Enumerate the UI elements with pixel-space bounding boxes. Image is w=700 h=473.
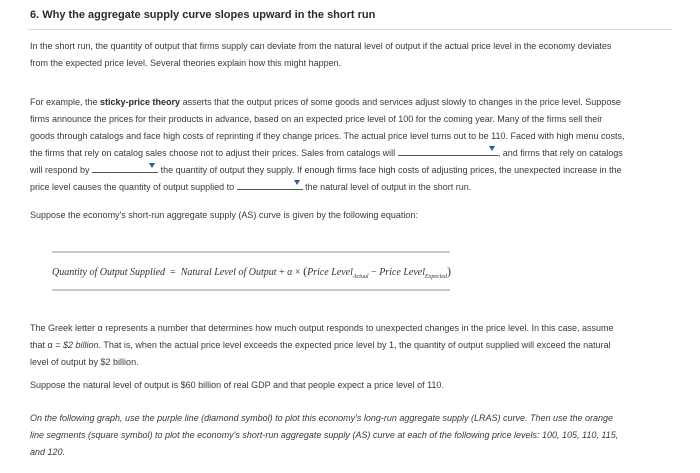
eq-natural-level: Natural Level of Output [180, 267, 277, 278]
eq-minus: − [371, 267, 377, 278]
sticky-line-6-pre: price level causes the quantity of output supplied to [30, 182, 235, 192]
greek-line-1: The Greek letter α represents a number that determines how much output responds to unexpected changes in the price level. In this case, assume [30, 323, 614, 333]
firms-respond-dropdown[interactable] [92, 162, 158, 173]
sticky-line-5-post: the quantity of output they supply. If enough firms face high costs of adjusting prices, the unexpected increase in the [160, 165, 622, 175]
graph-instr-line-2: line segments (square symbol) to plot the economy's short-run aggregate supply (AS) curve at each of the following price levels: 100, 105, 110, 115, [30, 430, 619, 440]
sticky-line-4-post: , and firms that rely on catalogs [497, 148, 623, 158]
graph-instructions [30, 410, 670, 461]
natural-level-text: Suppose the natural level of output is $60 billion of real GDP and that people expect a price level of 110. [30, 380, 444, 390]
graph-instr-line-3: and 120. [30, 447, 66, 457]
sticky-line-4 [30, 145, 670, 162]
eq-price-level-actual: Price Level [307, 267, 353, 278]
equation-text [52, 264, 451, 280]
eq-close-paren: ) [446, 264, 451, 278]
graph-instr-line-1: On the following graph, use the purple line (diamond symbol) to plot this economy's long-run aggregate supply (LRAS) curve. Then use the orange [30, 413, 614, 423]
sticky-line-5 [30, 162, 670, 179]
eq-price-level-expected: Price Level [379, 267, 425, 278]
sticky-line-1-pre: For example, the [30, 97, 101, 107]
eq-plus: + [279, 267, 285, 278]
chevron-down-icon [294, 180, 300, 185]
sticky-line-1-post: asserts that the output prices of some goods and services adjust slowly to changes in the price level. Suppose [180, 97, 621, 107]
sticky-line-6 [30, 179, 670, 196]
greek-line-2-pre: that α = [30, 340, 63, 350]
equation-top-rule [52, 251, 450, 253]
greek-line-2 [30, 337, 670, 354]
eq-lhs: Quantity of Output Supplied [52, 267, 166, 278]
eq-sub-actual: Actual [352, 274, 369, 280]
output-supplied-dropdown[interactable] [237, 179, 303, 190]
intro-line-2: from the expected price level. Several theories explain how this might happen. [30, 58, 342, 68]
as-equation [52, 251, 450, 290]
greek-letter-paragraph [30, 320, 670, 371]
greek-line-2-post: . That is, when the actual price level exceeds the expected price level by 1, the quantity of output supplied will exceed the natural [98, 340, 611, 350]
sticky-price-paragraph [30, 94, 670, 196]
title-divider [28, 29, 672, 30]
question-title: 6. Why the aggregate supply curve slopes upward in the short run [30, 9, 376, 21]
eq-open-paren: ( [303, 264, 308, 278]
intro-line-1: In the short run, the quantity of output that firms supply can deviate from the natural level of output if the actual price level in the economy deviates [30, 41, 612, 51]
sticky-line-2: firms announce the prices for their products in advance, based on an expected price level of 100 for the coming year. Many of the firms sell their [30, 114, 603, 124]
greek-line-2-em: $2 billion [62, 340, 99, 350]
sticky-line-5-pre: will respond by [30, 165, 90, 175]
equation-bottom-rule [52, 289, 450, 291]
chevron-down-icon [489, 146, 495, 151]
natural-level-paragraph [30, 377, 670, 394]
eq-alpha: α [287, 267, 293, 278]
sticky-line-1 [30, 94, 670, 111]
as-equation-intro [30, 207, 670, 224]
sticky-line-6-post: the natural level of output in the short run. [305, 182, 472, 192]
sticky-line-3: goods through catalogs and face high costs of reprinting if they change prices. The actual price level turns out to be 110. Faced with high menu costs, [30, 131, 625, 141]
eq-sub-expected: Expected [425, 274, 447, 280]
sticky-line-4-pre: the firms that rely on catalog sales choose not to adjust their prices. Sales from catalogs will [30, 148, 396, 158]
catalog-sales-dropdown[interactable] [398, 145, 498, 156]
as-equation-intro-text: Suppose the economy's short-run aggregate supply (AS) curve is given by the following equation: [30, 210, 418, 220]
intro-paragraph [30, 38, 670, 72]
eq-times: × [294, 267, 301, 278]
greek-line-3: level of output by $2 billion. [30, 357, 139, 367]
chevron-down-icon [149, 163, 155, 168]
eq-equals: = [170, 267, 176, 278]
sticky-price-theory-term: sticky-price theory [100, 97, 181, 107]
